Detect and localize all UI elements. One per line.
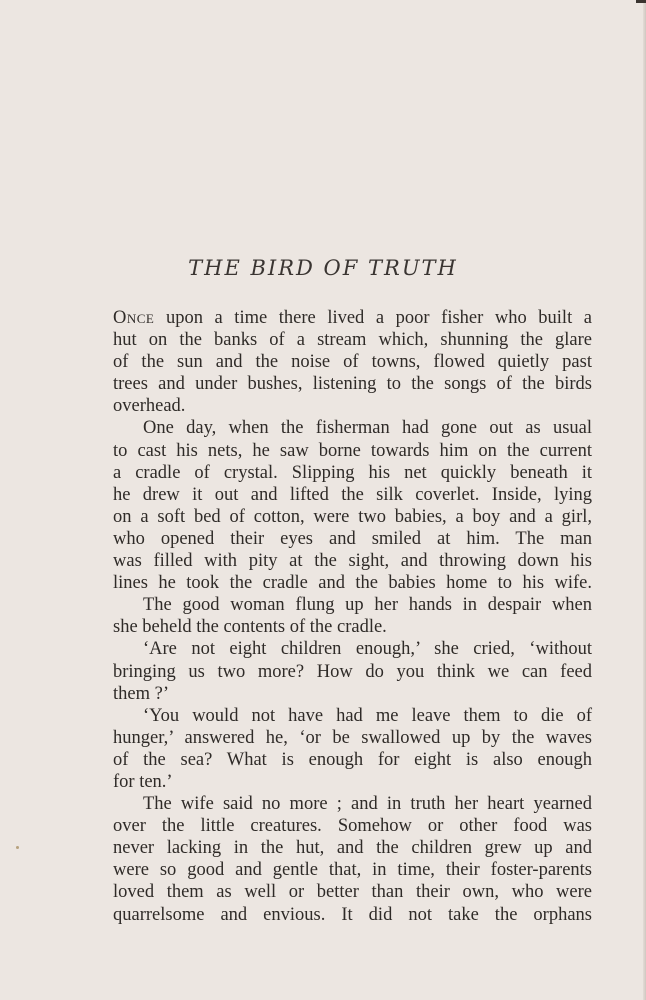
paragraph-5 <box>113 705 592 793</box>
paragraph-4 <box>113 638 592 704</box>
text-line: of the sea? What is enough for eight is also enough <box>113 749 592 770</box>
text-line: ‘Are not eight children enough,’ she cried, ‘without <box>143 639 592 660</box>
text-line: hut on the banks of a stream which, shunning the glare <box>113 330 592 351</box>
text-line: of the sun and the noise of towns, flowed quietly past <box>113 352 592 373</box>
text-line: The wife said no more ; and in truth her heart yearned <box>143 794 592 815</box>
text-line: she beheld the contents of the cradle. <box>113 617 387 638</box>
text-line: he drew it out and lifted the silk coverlet. Inside, lying <box>113 484 592 505</box>
text-line: quarrelsome and envious. It did not take the orphans <box>113 904 592 925</box>
drop-word: Once <box>113 308 155 328</box>
text-line: One day, when the fisherman had gone out as usual <box>143 418 592 439</box>
body-text <box>113 307 592 926</box>
text-line: The good woman flung up her hands in despair when <box>143 595 592 616</box>
text-line: on a soft bed of cotton, were two babies, a boy and a girl, <box>113 506 592 527</box>
text-line: a cradle of crystal. Slipping his net quickly beneath it <box>113 462 592 483</box>
text-line: trees and under bushes, listening to the songs of the birds <box>113 374 592 395</box>
text-line: Once upon a time there lived a poor fisher who built a <box>113 308 592 328</box>
text-line: hunger,’ answered he, ‘or be swallowed up by the waves <box>113 727 592 748</box>
text-line: who opened their eyes and smiled at him. The man <box>113 528 592 549</box>
text-line: to cast his nets, he saw borne towards him on the current <box>113 440 592 461</box>
text-line: loved them as well or better than their own, who were <box>113 882 592 903</box>
text-line: overhead. <box>113 396 186 417</box>
corner-mark <box>636 0 646 3</box>
text-line: bringing us two more? How do you think we can feed <box>113 661 592 682</box>
text-line: never lacking in the hut, and the children grew up and <box>113 838 592 859</box>
text-line: were so good and gentle that, in time, their foster-parents <box>113 860 592 881</box>
text-line: lines he took the cradle and the babies home to his wife. <box>113 573 592 594</box>
paragraph-2 <box>113 417 592 594</box>
paragraph-6 <box>113 793 592 926</box>
text-line: was filled with pity at the sight, and throwing down his <box>113 551 592 572</box>
text-line: for ten.’ <box>113 771 173 792</box>
text-line: over the little creatures. Somehow or other food was <box>113 816 592 837</box>
text-line: ‘You would not have had me leave them to die of <box>143 705 592 726</box>
paragraph-3 <box>113 594 592 638</box>
paper-speck <box>16 846 19 849</box>
chapter-title: THE BIRD OF TRUTH <box>188 256 458 280</box>
paragraph-1 <box>113 307 592 417</box>
text-line: them ?’ <box>113 683 169 704</box>
